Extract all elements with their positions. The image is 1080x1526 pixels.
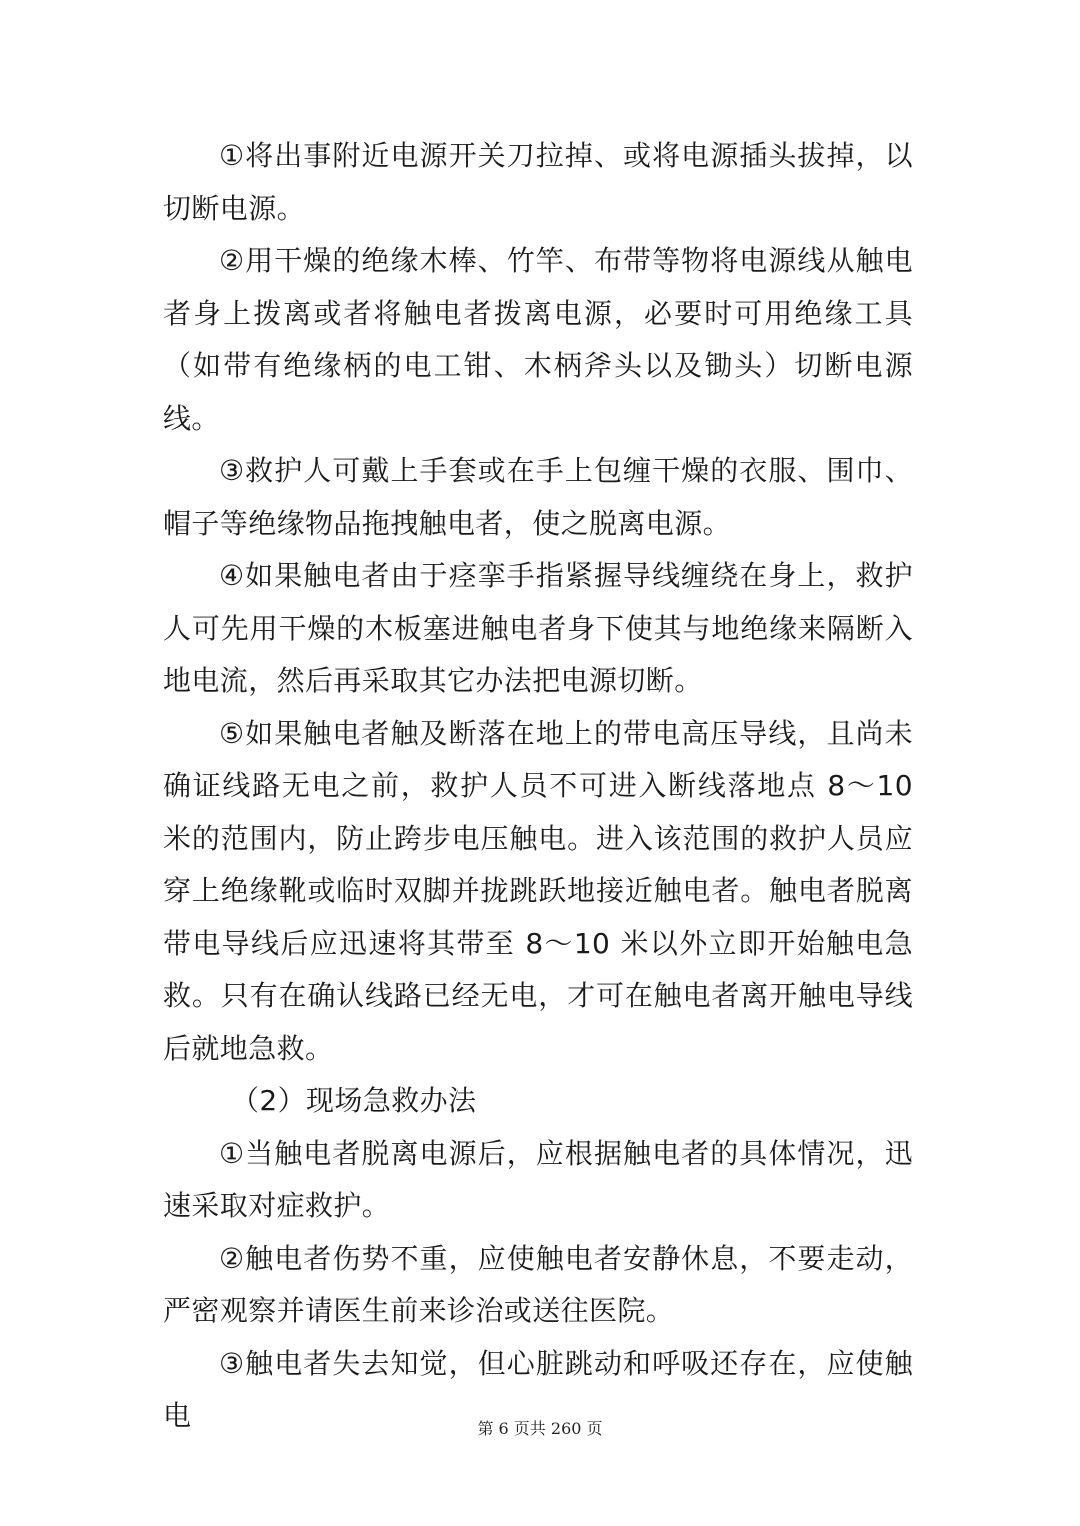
- paragraph-unconscious: ③触电者失去知觉，但心脏跳动和呼吸还存在，应使触电: [163, 1346, 913, 1432]
- paragraph-high-voltage-wire: ⑤如果触电者触及断落在地上的带电高压导线，且尚未确证线路无电之前，救护人员不可进入断线落地点 8～10 米的范围内，防止跨步电压触电。进入该范围的救护人员应穿上绝缘靴或临时双脚并拢跳跃地接近触电者。触电者脱离带电导线后应迅速将其带至 8～10 米以外立即开始触电急救。只有在确认线路已经无电，才可在触电者离开触电导线后就地急救。: [163, 716, 913, 1065]
- paragraph-spasm-wooden-board: ④如果触电者由于痉挛手指紧握导线缠绕在身上，救护人可先用干燥的木板塞进触电者身下使其与地绝缘来隔断入地电流，然后再采取其它办法把电源切断。: [163, 559, 913, 697]
- page-number-footer: 第 6 页共 260 页: [477, 1419, 603, 1438]
- document-body: [163, 130, 913, 1443]
- section-heading-onsite-first-aid: （2）现场急救办法: [231, 1084, 477, 1117]
- paragraph-after-disconnect: ①当触电者脱离电源后，应根据触电者的具体情况，迅速采取对症救护。: [163, 1136, 913, 1222]
- paragraph-cut-power-switch: ①将出事附近电源开关刀拉掉、或将电源插头拔掉，以切断电源。: [163, 139, 913, 225]
- paragraph-minor-injury: ②触电者伤势不重，应使触电者安静休息，不要走动，严密观察并请医生前来诊治或送往医院。: [163, 1241, 913, 1327]
- paragraph-gloves-drag: ③救护人可戴上手套或在手上包缠干燥的衣服、围巾、帽子等绝缘物品拖拽触电者，使之脱离电源。: [163, 454, 913, 540]
- paragraph-dry-insulating-rod: ②用干燥的绝缘木棒、竹竿、布带等物将电源线从触电者身上拨离或者将触电者拨离电源，必要时可用绝缘工具（如带有绝缘柄的电工钳、木柄斧头以及锄头）切断电源线。: [163, 244, 913, 435]
